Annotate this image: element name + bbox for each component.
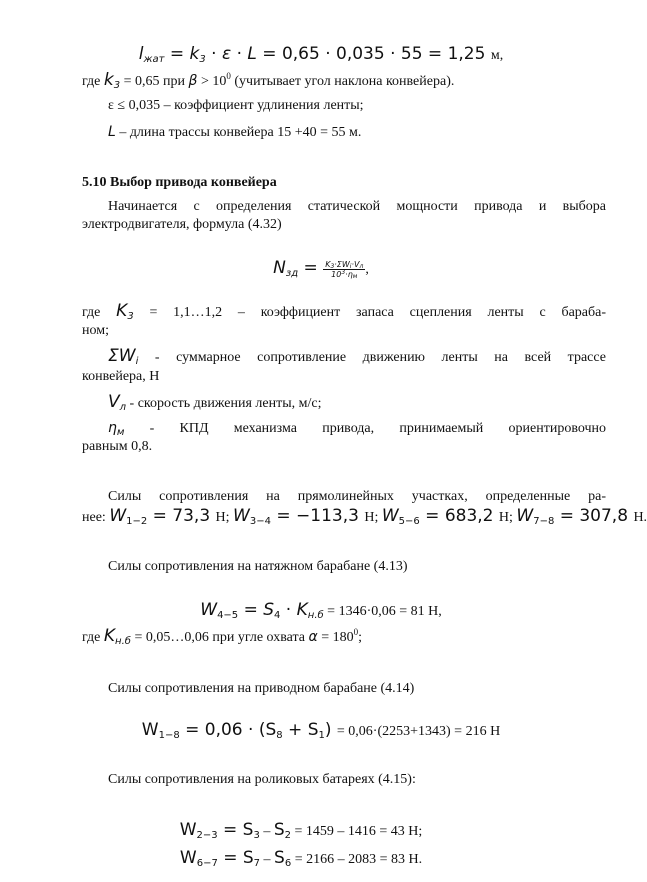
paragraph-tension-drum: Силы сопротивления на натяжном барабане (4.13) [108, 559, 408, 574]
formula-w45: $W_{4-5} = S_4 \cdot K_{н.б} = 1346\cdot 0,06 = 81$ Н, [200, 600, 442, 621]
section-heading: 5.10 Выбор привода конвейера [82, 175, 277, 190]
paragraph-velocity: $V_л$ - скорость движения ленты, м/с; [108, 392, 322, 413]
text-line-epsilon: ε ≤ 0,035 – коэффициент удлинения ленты; [108, 98, 364, 113]
formula-w18: $W_{1-8} = 0,06 \cdot (S_8 + S_1) = 0,06\cdot(2253+1343) = 216$ Н [141, 720, 501, 741]
text-line-k3: где $k_3 = 0,65$ при $\beta > 10^0$ (учитывает угол наклона конвейера). [82, 70, 455, 91]
formula-w23: $W_{2-3} = S_3 - S_2 = 1459 - 1416 = 43$ Н; [179, 820, 423, 841]
text-line-length: L – длина трассы конвейера 15 +40 = 55 м. [108, 124, 362, 140]
paragraph-sum-w-line-1: $\Sigma W_i$ - суммарное сопротивление движению ленты на всей трассе [108, 346, 606, 367]
paragraph-k3-line-2: ном; [82, 323, 109, 338]
formula-w67: $W_{6-7} = S_7 - S_6 = 2166 - 2083 = 83$ Н. [179, 848, 423, 869]
formula-n-zd: $N_{зд}$ = $\frac{K_3\cdot\Sigma W_i\cdot V_л}{10^3\cdot\eta_м}$ , [273, 258, 369, 281]
paragraph-intro-line-2: электродвигателя, формула (4.32) [82, 217, 282, 232]
paragraph-sum-w-line-2: конвейера, Н [82, 369, 160, 384]
paragraph-drive-drum: Силы сопротивления на приводном барабане (4.14) [108, 681, 415, 696]
formula-l-zhat: $l_{жат} = k_3 \cdot \varepsilon \cdot L = 0,65 \cdot 0,035 \cdot 55 = 1,25$ м, [138, 44, 504, 65]
paragraph-roller-batteries: Силы сопротивления на роликовых батареях (4.15): [108, 772, 416, 787]
paragraph-efficiency-line-1: $\eta_м$ - КПД механизма привода, принимаемый ориентировочно [108, 420, 606, 438]
text-line-knb: где $K_{н.б}$ = 0,05…0,06 при угле охвата $\alpha = 180^0$; [82, 626, 363, 647]
paragraph-intro-line-1: Начинается с определения статической мощности привода и выбора [108, 199, 606, 214]
paragraph-straight-sections-line-1: Силы сопротивления на прямолинейных участках, определенные ра- [108, 489, 606, 504]
paragraph-k3-line-1: где $K_3$ = 1,1…1,2 – коэффициент запаса сцепления ленты с бараба- [82, 301, 607, 322]
paragraph-straight-sections-line-2: нее: $W_{1-2} = 73,3$ Н; $W_{3-4} = -113,3$ Н; $W_{5-6} = 683,2$ Н; $W_{7-8} = 307,8$ Н. [82, 506, 647, 527]
paragraph-efficiency-line-2: равным 0,8. [82, 439, 153, 454]
